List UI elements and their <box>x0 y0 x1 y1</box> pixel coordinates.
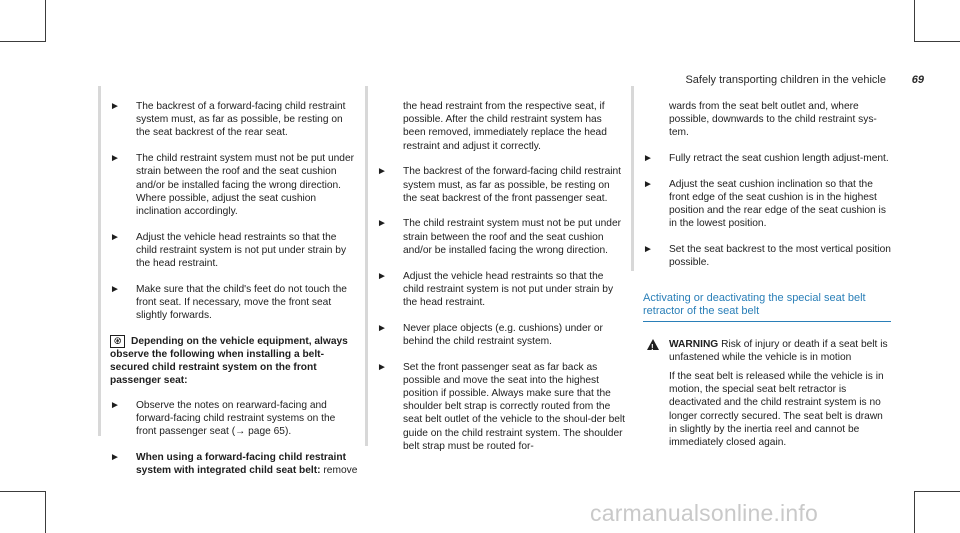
warning-body: If the seat belt is released while the vehicle is in motion, the special seat belt retractor is deactivated and the child restraint system is no longer correctly secured. The seat belt is drawn in slightly by the inertia reel and cannot be immediately closed again. <box>669 370 884 448</box>
step-text: Set the front passenger seat as far back as possible and move the seat into the highest position if possible. Always make sure that the shoulder belt strap is correctly routed from the seat belt outlet of the vehicle to the shoul-der belt guide on the child restraint system. The shoulder belt strap must be routed for- <box>403 361 626 452</box>
column-1 <box>110 100 358 490</box>
step-text: Adjust the vehicle head restraints so that the child restraint system is not put under strain by the head restraint. <box>136 231 347 270</box>
step-text: Adjust the seat cushion inclination so that the front edge of the seat cushion is in the highest position and the rear edge of the seat cushion is in the lowest position. <box>669 178 886 230</box>
crop-mark <box>45 0 46 42</box>
step-text[interactable]: Observe the notes on rearward-facing and forward-facing child restraint systems on the front passenger seat (→ page 65). <box>136 399 336 438</box>
list-item <box>110 152 358 218</box>
list-item <box>377 165 625 205</box>
crop-mark <box>45 491 46 533</box>
step-text: remove <box>320 465 358 477</box>
continuation-text: the head restraint from the respective seat, if possible. After the child restraint system has been removed, immediately replace the head restraint and adjust it correctly. <box>403 101 607 152</box>
continuation-text: wards from the seat belt outlet and, where possible, downwards to the child restraint sys-tem. <box>669 101 877 139</box>
list-item <box>110 283 358 323</box>
step-arrow-icon: ► <box>643 178 653 190</box>
crop-mark <box>0 491 46 492</box>
list-item <box>110 451 358 477</box>
list-item <box>643 152 891 165</box>
crop-mark <box>914 491 960 492</box>
child-seat-icon: ♼ <box>110 335 125 348</box>
step-text: Make sure that the child's feet do not touch the front seat. If necessary, move the front seat slightly forwards. <box>136 283 347 322</box>
step-arrow-icon: ► <box>377 166 387 178</box>
warning-icon: ! <box>647 339 659 350</box>
step-arrow-icon: ► <box>110 451 120 463</box>
column-2 <box>377 100 625 465</box>
column-bar <box>98 86 101 436</box>
list-item <box>377 217 625 257</box>
step-bold-text: When using a forward-facing child restraint system with integrated child seat belt: <box>136 451 346 477</box>
step-text: The child restraint system must not be put under strain between the roof and the seat cushion and/or be installed facing the wrong direction. Where possible, adjust the seat cushion inclination accordingly. <box>136 153 355 217</box>
step-text: The backrest of the forward-facing child restraint system must, as far as possible, be resting on the seat backrest of the front passenger seat. <box>403 166 621 204</box>
list-item <box>110 100 358 140</box>
crop-mark <box>914 0 915 42</box>
list-item <box>377 322 625 348</box>
section-divider <box>643 321 891 322</box>
column-bar <box>631 86 634 271</box>
step-text: Never place objects (e.g. cushions) under or behind the child restraint system. <box>403 322 603 347</box>
step-arrow-icon: ► <box>110 231 120 243</box>
warning-label: WARNING <box>669 338 719 350</box>
list-item <box>643 243 891 269</box>
step-text: The child restraint system must not be put under strain between the roof and the seat cushion and/or be installed facing the wrong direction. <box>403 218 622 256</box>
header-title: Safely transporting children in the vehicle <box>685 74 886 86</box>
list-item <box>110 231 358 271</box>
step-arrow-icon: ► <box>377 361 387 373</box>
step-text: Set the seat backrest to the most vertical position possible. <box>669 244 891 269</box>
list-item <box>643 178 891 231</box>
column-bar <box>365 86 368 446</box>
list-item <box>110 399 358 439</box>
step-arrow-icon: ► <box>110 399 120 411</box>
step-arrow-icon: ► <box>377 270 387 282</box>
subheading <box>110 335 358 387</box>
step-arrow-icon: ► <box>643 153 653 165</box>
step-text: The backrest of a forward-facing child restraint system must, as far as possible, be resting on the seat backrest of the rear seat. <box>136 101 346 139</box>
crop-mark <box>914 491 915 533</box>
step-arrow-icon: ► <box>377 218 387 230</box>
warning-summary: Risk of injury or death if a seat belt is unfastened while the vehicle is in motion <box>669 338 888 363</box>
step-arrow-icon: ► <box>110 153 120 165</box>
column-3 <box>643 100 891 455</box>
warning-heading <box>669 338 891 364</box>
step-arrow-icon: ► <box>377 322 387 334</box>
step-arrow-icon: ► <box>643 244 653 256</box>
page-number: 69 <box>911 74 924 86</box>
crop-mark <box>914 41 960 42</box>
crop-mark <box>0 41 46 42</box>
step-text: Fully retract the seat cushion length adjust-ment. <box>669 153 889 165</box>
step-arrow-icon: ► <box>110 283 120 295</box>
step-arrow-icon: ► <box>110 101 120 112</box>
watermark: carmanualsonline.info <box>590 500 818 526</box>
list-item <box>377 270 625 310</box>
step-text: Adjust the vehicle head restraints so that the child restraint system is not put under strain by the head restraint. <box>403 270 614 308</box>
list-item <box>377 361 625 453</box>
subheading-text: Depending on the vehicle equipment, always observe the following when installing a belt-secured child restraint system on the front passenger seat: <box>110 335 348 386</box>
warning-box <box>643 338 891 450</box>
section-title: Activating or deactivating the special seat belt retractor of the seat belt <box>643 291 866 317</box>
